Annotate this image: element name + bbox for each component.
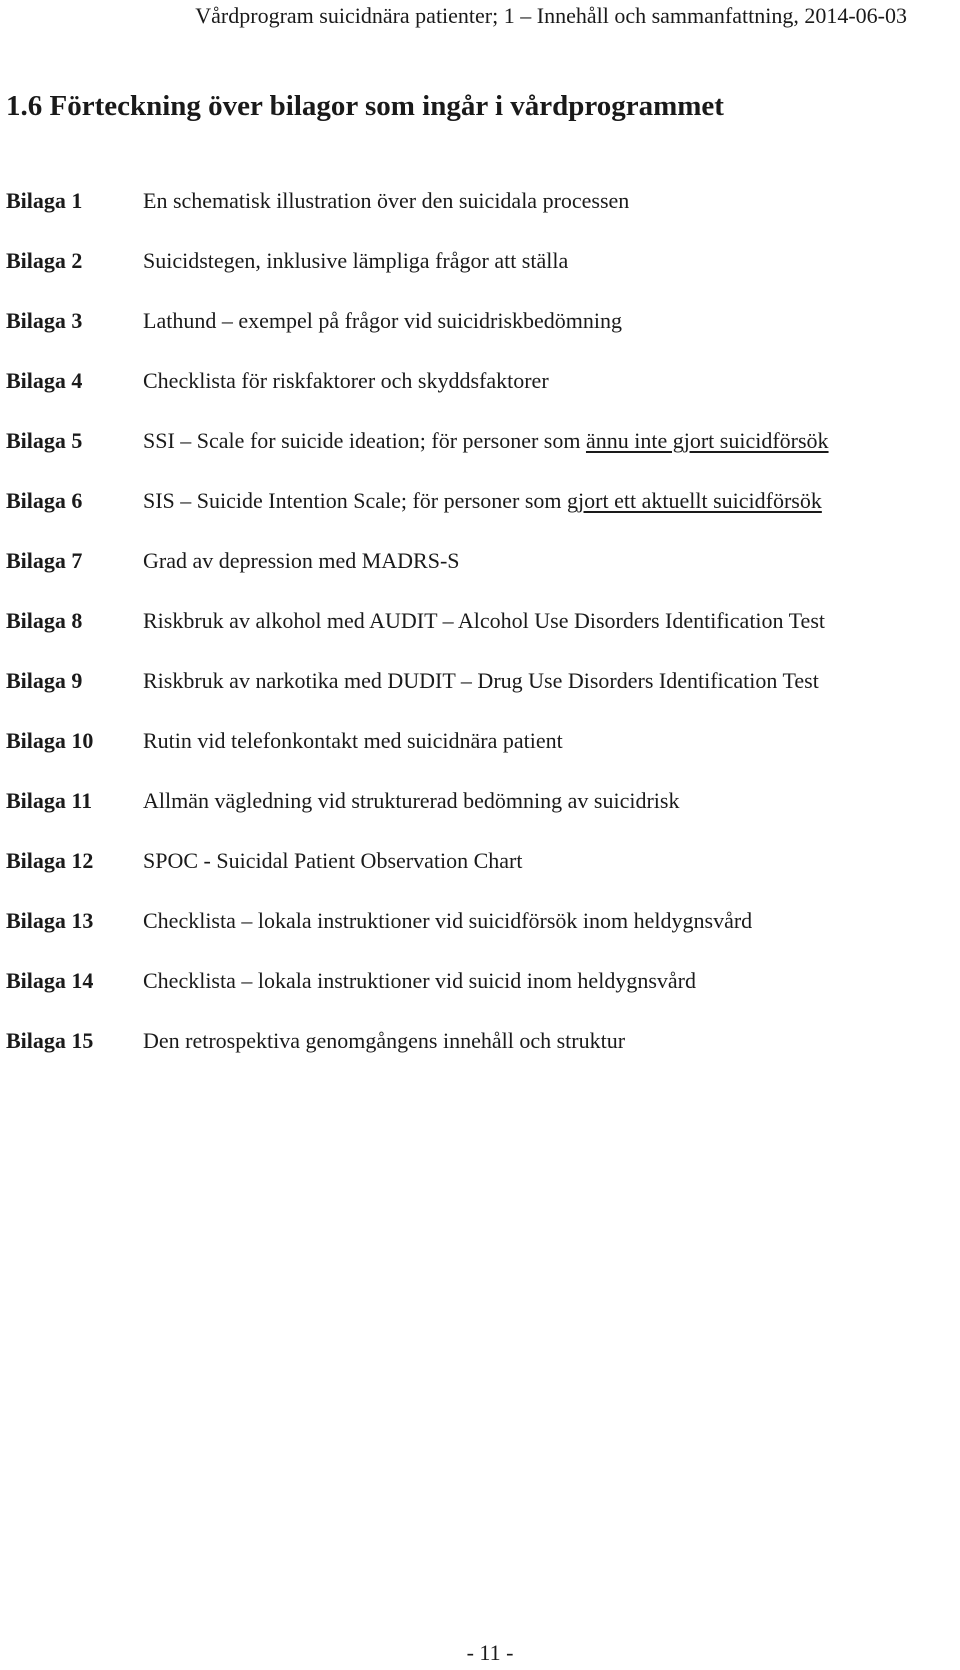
appendix-description-text: SIS – Suicide Intention Scale; för personer som — [143, 488, 568, 513]
appendix-row-6 — [0, 485, 960, 545]
appendix-description: Lathund – exempel på frågor vid suicidriskbedömning — [143, 308, 622, 333]
appendix-label: Bilaga 13 — [6, 908, 94, 933]
appendix-row-5 — [0, 425, 960, 485]
appendix-row-15 — [0, 1025, 960, 1085]
appendix-description-emphasis: gjort ett aktuellt suicidförsök — [567, 488, 822, 513]
appendix-description: Den retrospektiva genomgångens innehåll och struktur — [143, 1028, 626, 1053]
appendix-row-10 — [0, 725, 960, 785]
appendix-description-emphasis: ännu inte gjort suicidförsök — [585, 428, 829, 453]
appendix-row-2 — [0, 245, 960, 305]
appendix-description: Checklista – lokala instruktioner vid suicidförsök inom heldygnsvård — [143, 908, 753, 933]
appendix-label: Bilaga 1 — [6, 188, 83, 213]
appendix-label: Bilaga 3 — [6, 308, 83, 333]
appendix-label: Bilaga 7 — [6, 548, 83, 573]
appendix-row-9 — [0, 665, 960, 725]
appendix-description: Grad av depression med MADRS-S — [143, 548, 460, 573]
appendix-description: Riskbruk av narkotika med DUDIT – Drug Use Disorders Identification Test — [143, 668, 819, 693]
appendix-description: Riskbruk av alkohol med AUDIT – Alcohol Use Disorders Identification Test — [143, 608, 825, 633]
appendix-label: Bilaga 10 — [6, 728, 94, 753]
appendix-description: En schematisk illustration över den suicidala processen — [143, 188, 630, 213]
appendix-label: Bilaga 4 — [6, 368, 83, 393]
appendix-description-text: SSI – Scale for suicide ideation; för personer som — [143, 428, 586, 453]
appendix-description: Suicidstegen, inklusive lämpliga frågor att ställa — [143, 248, 569, 273]
appendix-row-14 — [0, 965, 960, 1025]
appendix-row-12 — [0, 845, 960, 905]
appendix-list — [0, 185, 960, 1085]
running-header: Vårdprogram suicidnära patienter; 1 – Innehåll och sammanfattning, 2014-06-03 — [195, 3, 907, 28]
appendix-row-1 — [0, 185, 960, 245]
appendix-description — [143, 425, 829, 457]
appendix-label: Bilaga 15 — [6, 1028, 94, 1053]
appendix-row-7 — [0, 545, 960, 605]
appendix-label: Bilaga 14 — [6, 968, 94, 993]
appendix-label: Bilaga 6 — [6, 488, 83, 513]
appendix-description — [143, 485, 822, 517]
appendix-row-8 — [0, 605, 960, 665]
appendix-description: Checklista för riskfaktorer och skyddsfaktorer — [143, 368, 549, 393]
appendix-row-3 — [0, 305, 960, 365]
page-number: - 11 - — [466, 1640, 514, 1665]
appendix-label: Bilaga 8 — [6, 608, 83, 633]
appendix-description: SPOC - Suicidal Patient Observation Chart — [143, 848, 523, 873]
appendix-label: Bilaga 11 — [6, 788, 93, 813]
appendix-description: Rutin vid telefonkontakt med suicidnära patient — [143, 728, 563, 753]
appendix-label: Bilaga 5 — [6, 428, 83, 453]
appendix-label: Bilaga 9 — [6, 668, 83, 693]
appendix-description: Checklista – lokala instruktioner vid suicid inom heldygnsvård — [143, 968, 696, 993]
section-title: 1.6 Förteckning över bilagor som ingår i vårdprogrammet — [6, 90, 724, 122]
appendix-label: Bilaga 2 — [6, 248, 83, 273]
appendix-row-11 — [0, 785, 960, 845]
appendix-label: Bilaga 12 — [6, 848, 94, 873]
appendix-description: Allmän vägledning vid strukturerad bedömning av suicidrisk — [143, 788, 680, 813]
appendix-row-13 — [0, 905, 960, 965]
appendix-row-4 — [0, 365, 960, 425]
